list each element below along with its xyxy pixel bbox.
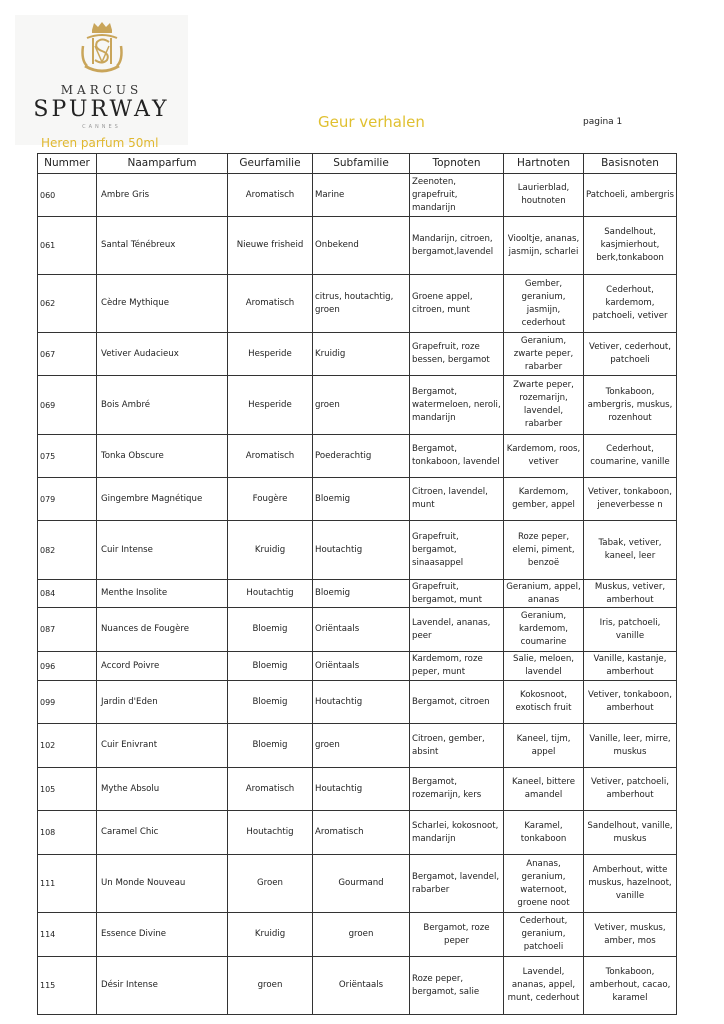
- cell-geurfamilie: Kruidig: [228, 913, 313, 957]
- cell-naamparfum: Cuir Intense: [97, 521, 228, 580]
- cell-hartnoten: Zwarte peper, rozemarijn, lavendel, rabarber: [504, 376, 584, 435]
- cell-hartnoten: Laurierblad, houtnoten: [504, 174, 584, 217]
- cell-naamparfum: Tonka Obscure: [97, 435, 228, 478]
- cell-subfamilie: Onbekend: [313, 217, 410, 275]
- cell-nummer: 061: [38, 217, 97, 275]
- cell-basisnoten: Vetiver, tonkaboon, jeneverbesse n: [584, 478, 677, 521]
- cell-subfamilie: groen: [313, 376, 410, 435]
- document-subtitle: Heren parfum 50ml: [41, 136, 159, 150]
- cell-hartnoten: Karamel, tonkaboon: [504, 811, 584, 855]
- cell-hartnoten: Geranium, zwarte peper, rabarber: [504, 333, 584, 376]
- cell-topnoten: Bergamot, tonkaboon, lavendel: [410, 435, 504, 478]
- cell-naamparfum: Jardin d'Eden: [97, 681, 228, 724]
- cell-nummer: 102: [38, 724, 97, 768]
- table-header-row: [38, 154, 677, 174]
- cell-hartnoten: Roze peper, elemi, piment, benzoë: [504, 521, 584, 580]
- cell-nummer: 067: [38, 333, 97, 376]
- cell-subfamilie: Houtachtig: [313, 768, 410, 811]
- cell-geurfamilie: Groen: [228, 855, 313, 913]
- cell-hartnoten: Ananas, geranium, waternoot, groene noot: [504, 855, 584, 913]
- cell-naamparfum: Vetiver Audacieux: [97, 333, 228, 376]
- cell-nummer: 114: [38, 913, 97, 957]
- cell-topnoten: Citroen, gember, absint: [410, 724, 504, 768]
- cell-basisnoten: Cederhout, coumarine, vanille: [584, 435, 677, 478]
- cell-subfamilie: Bloemig: [313, 580, 410, 608]
- cell-geurfamilie: Aromatisch: [228, 435, 313, 478]
- cell-geurfamilie: groen: [228, 957, 313, 1015]
- cell-nummer: 105: [38, 768, 97, 811]
- cell-topnoten: Bergamot, lavendel, rabarber: [410, 855, 504, 913]
- fragrance-table: [37, 153, 677, 1015]
- cell-subfamilie: citrus, houtachtig, groen: [313, 275, 410, 333]
- cell-basisnoten: Muskus, vetiver, amberhout: [584, 580, 677, 608]
- cell-subfamilie: Poederachtig: [313, 435, 410, 478]
- table-row: [38, 521, 677, 580]
- cell-subfamilie: Houtachtig: [313, 521, 410, 580]
- cell-geurfamilie: Aromatisch: [228, 275, 313, 333]
- crown-monogram-icon: [77, 20, 127, 82]
- column-header-nummer: Nummer: [38, 154, 97, 174]
- cell-naamparfum: Santal Ténébreux: [97, 217, 228, 275]
- page-number: pagina 1: [583, 117, 623, 127]
- cell-basisnoten: Cederhout, kardemom, patchoeli, vetiver: [584, 275, 677, 333]
- cell-nummer: 060: [38, 174, 97, 217]
- cell-basisnoten: Amberhout, witte muskus, hazelnoot, vanille: [584, 855, 677, 913]
- document-title: Geur verhalen: [318, 113, 425, 131]
- cell-topnoten: Citroen, lavendel, munt: [410, 478, 504, 521]
- cell-hartnoten: Gember, geranium, jasmijn, cederhout: [504, 275, 584, 333]
- cell-subfamilie: Aromatisch: [313, 811, 410, 855]
- cell-basisnoten: Tabak, vetiver, kaneel, leer: [584, 521, 677, 580]
- cell-geurfamilie: Nieuwe frisheid: [228, 217, 313, 275]
- cell-subfamilie: Oriëntaals: [313, 608, 410, 652]
- table-row: [38, 217, 677, 275]
- cell-naamparfum: Menthe Insolite: [97, 580, 228, 608]
- cell-hartnoten: Geranium, kardemom, coumarine: [504, 608, 584, 652]
- table-row: [38, 652, 677, 681]
- cell-hartnoten: Cederhout, geranium, patchoeli: [504, 913, 584, 957]
- table-row: [38, 681, 677, 724]
- cell-topnoten: Grapefruit, bergamot, sinaasappel: [410, 521, 504, 580]
- cell-nummer: 075: [38, 435, 97, 478]
- cell-topnoten: Lavendel, ananas, peer: [410, 608, 504, 652]
- cell-topnoten: Groene appel, citroen, munt: [410, 275, 504, 333]
- table-row: [38, 768, 677, 811]
- cell-naamparfum: Un Monde Nouveau: [97, 855, 228, 913]
- column-header-subfamilie: Subfamilie: [313, 154, 410, 174]
- table-row: [38, 333, 677, 376]
- cell-hartnoten: Kokosnoot, exotisch fruit: [504, 681, 584, 724]
- cell-basisnoten: Vetiver, tonkaboon, amberhout: [584, 681, 677, 724]
- cell-geurfamilie: Bloemig: [228, 652, 313, 681]
- cell-topnoten: Bergamot, watermeloen, neroli, mandarijn: [410, 376, 504, 435]
- cell-subfamilie: Houtachtig: [313, 681, 410, 724]
- cell-topnoten: Kardemom, roze peper, munt: [410, 652, 504, 681]
- table-row: [38, 724, 677, 768]
- cell-geurfamilie: Bloemig: [228, 681, 313, 724]
- cell-topnoten: Grapefruit, bergamot, munt: [410, 580, 504, 608]
- cell-hartnoten: Kardemom, roos, vetiver: [504, 435, 584, 478]
- column-header-topnoten: Topnoten: [410, 154, 504, 174]
- cell-basisnoten: Vanille, leer, mirre, muskus: [584, 724, 677, 768]
- cell-naamparfum: Gingembre Magnétique: [97, 478, 228, 521]
- cell-naamparfum: Accord Poivre: [97, 652, 228, 681]
- cell-basisnoten: Sandelhout, vanille, muskus: [584, 811, 677, 855]
- cell-subfamilie: Gourmand: [313, 855, 410, 913]
- cell-nummer: 069: [38, 376, 97, 435]
- cell-naamparfum: Cuir Enivrant: [97, 724, 228, 768]
- cell-geurfamilie: Aromatisch: [228, 768, 313, 811]
- table-row: [38, 376, 677, 435]
- cell-basisnoten: Iris, patchoeli, vanille: [584, 608, 677, 652]
- cell-topnoten: Bergamot, rozemarijn, kers: [410, 768, 504, 811]
- cell-nummer: 108: [38, 811, 97, 855]
- cell-subfamilie: Oriëntaals: [313, 652, 410, 681]
- cell-subfamilie: groen: [313, 724, 410, 768]
- table-row: [38, 174, 677, 217]
- cell-basisnoten: Vetiver, cederhout, patchoeli: [584, 333, 677, 376]
- table-row: [38, 608, 677, 652]
- cell-geurfamilie: Bloemig: [228, 608, 313, 652]
- cell-nummer: 115: [38, 957, 97, 1015]
- cell-geurfamilie: Fougère: [228, 478, 313, 521]
- cell-topnoten: Bergamot, citroen: [410, 681, 504, 724]
- cell-topnoten: Scharlei, kokosnoot, mandarijn: [410, 811, 504, 855]
- cell-naamparfum: Cèdre Mythique: [97, 275, 228, 333]
- cell-naamparfum: Mythe Absolu: [97, 768, 228, 811]
- cell-topnoten: Zeenoten, grapefruit, mandarijn: [410, 174, 504, 217]
- cell-topnoten: Mandarijn, citroen, bergamot,lavendel: [410, 217, 504, 275]
- column-header-geurfamilie: Geurfamilie: [228, 154, 313, 174]
- cell-topnoten: Grapefruit, roze bessen, bergamot: [410, 333, 504, 376]
- cell-nummer: 062: [38, 275, 97, 333]
- cell-hartnoten: Kaneel, bittere amandel: [504, 768, 584, 811]
- cell-hartnoten: Geranium, appel, ananas: [504, 580, 584, 608]
- cell-hartnoten: Kardemom, gember, appel: [504, 478, 584, 521]
- brand-name-top: MARCUS: [60, 83, 143, 97]
- cell-hartnoten: Kaneel, tijm, appel: [504, 724, 584, 768]
- cell-nummer: 096: [38, 652, 97, 681]
- cell-naamparfum: Caramel Chic: [97, 811, 228, 855]
- cell-geurfamilie: Houtachtig: [228, 811, 313, 855]
- cell-nummer: 084: [38, 580, 97, 608]
- cell-geurfamilie: Houtachtig: [228, 580, 313, 608]
- cell-nummer: 087: [38, 608, 97, 652]
- table-row: [38, 957, 677, 1015]
- cell-geurfamilie: Hesperide: [228, 333, 313, 376]
- cell-basisnoten: Vetiver, muskus, amber, mos: [584, 913, 677, 957]
- table-row: [38, 913, 677, 957]
- cell-subfamilie: Oriëntaals: [313, 957, 410, 1015]
- cell-naamparfum: Ambre Gris: [97, 174, 228, 217]
- cell-naamparfum: Essence Divine: [97, 913, 228, 957]
- table-row: [38, 435, 677, 478]
- table-row: [38, 855, 677, 913]
- cell-basisnoten: Vanille, kastanje, amberhout: [584, 652, 677, 681]
- cell-subfamilie: Bloemig: [313, 478, 410, 521]
- column-header-basisnoten: Basisnoten: [584, 154, 677, 174]
- table-row: [38, 580, 677, 608]
- cell-naamparfum: Nuances de Fougère: [97, 608, 228, 652]
- cell-hartnoten: Salie, meloen, lavendel: [504, 652, 584, 681]
- cell-geurfamilie: Aromatisch: [228, 174, 313, 217]
- cell-geurfamilie: Bloemig: [228, 724, 313, 768]
- cell-subfamilie: Kruidig: [313, 333, 410, 376]
- brand-name-main: SPURWAY: [33, 97, 170, 122]
- cell-nummer: 079: [38, 478, 97, 521]
- cell-basisnoten: Tonkaboon, ambergris, muskus, rozenhout: [584, 376, 677, 435]
- brand-logo: [15, 15, 188, 145]
- cell-topnoten: Bergamot, roze peper: [410, 913, 504, 957]
- cell-basisnoten: Patchoeli, ambergris: [584, 174, 677, 217]
- cell-nummer: 111: [38, 855, 97, 913]
- table-row: [38, 275, 677, 333]
- table-row: [38, 811, 677, 855]
- cell-nummer: 099: [38, 681, 97, 724]
- cell-naamparfum: Désir Intense: [97, 957, 228, 1015]
- cell-topnoten: Roze peper, bergamot, salie: [410, 957, 504, 1015]
- cell-subfamilie: Marine: [313, 174, 410, 217]
- cell-geurfamilie: Hesperide: [228, 376, 313, 435]
- cell-hartnoten: Viooltje, ananas, jasmijn, scharlei: [504, 217, 584, 275]
- cell-hartnoten: Lavendel, ananas, appel, munt, cederhout: [504, 957, 584, 1015]
- cell-basisnoten: Sandelhout, kasjmierhout, berk,tonkaboon: [584, 217, 677, 275]
- cell-subfamilie: groen: [313, 913, 410, 957]
- brand-name-city: CANNES: [82, 124, 121, 130]
- column-header-naamparfum: Naamparfum: [97, 154, 228, 174]
- cell-basisnoten: Vetiver, patchoeli, amberhout: [584, 768, 677, 811]
- cell-geurfamilie: Kruidig: [228, 521, 313, 580]
- cell-basisnoten: Tonkaboon, amberhout, cacao, karamel: [584, 957, 677, 1015]
- cell-naamparfum: Bois Ambré: [97, 376, 228, 435]
- column-header-hartnoten: Hartnoten: [504, 154, 584, 174]
- cell-nummer: 082: [38, 521, 97, 580]
- table-row: [38, 478, 677, 521]
